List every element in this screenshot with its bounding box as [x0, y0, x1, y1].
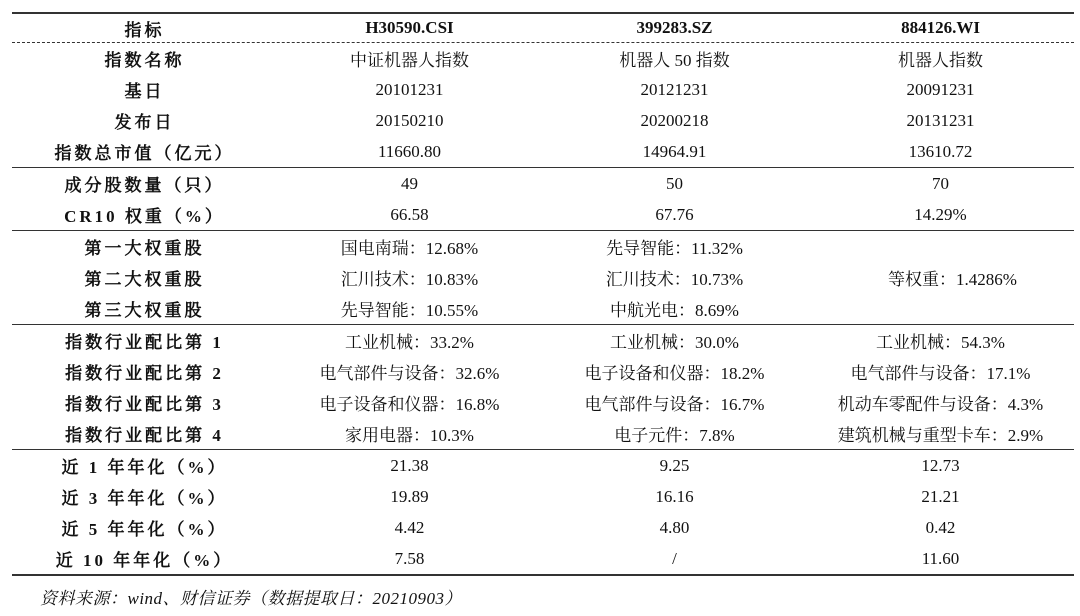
- row-label: 第三大权重股: [84, 301, 205, 320]
- row-label: 第一大权重股: [84, 239, 205, 258]
- cell-value: 20101231: [375, 79, 444, 99]
- table-row: [12, 105, 1074, 136]
- table-row: [12, 199, 1074, 230]
- cell-value: 国电南瑞：12.68%: [340, 239, 479, 258]
- row-label: 指数行业配比第 1: [65, 333, 224, 352]
- cell-value: 49: [401, 173, 418, 193]
- cell-value: 14964.91: [642, 141, 707, 161]
- cell-value: 电子元件：7.8%: [614, 426, 735, 445]
- table-row: [12, 450, 1074, 481]
- row-label: 近 1 年年化（%）: [61, 458, 228, 477]
- table-row: [12, 74, 1074, 105]
- cell-value: 4.42: [394, 517, 425, 537]
- header-indicator: 指标: [124, 20, 165, 40]
- cell-value: 电气部件与设备：17.1%: [850, 364, 1031, 383]
- cell-value: 电气部件与设备：16.7%: [584, 395, 765, 414]
- row-label: 发布日: [114, 113, 175, 132]
- cell-value: 机器人 50 指数: [619, 51, 730, 70]
- cell-value: 9.25: [659, 455, 690, 475]
- cell-value: 工业机械：33.2%: [345, 333, 474, 352]
- row-label: 指数行业配比第 2: [65, 364, 224, 383]
- cell-value: 67.76: [655, 204, 694, 224]
- cell-value: 0.42: [925, 517, 956, 537]
- table-row: [12, 512, 1074, 543]
- cell-value: 电气部件与设备：32.6%: [319, 364, 500, 383]
- group-top-holdings: [12, 231, 1074, 324]
- equal-weight-merged-cell: 等权重：1.4286%: [888, 270, 1017, 289]
- cell-value: 电子设备和仪器：18.2%: [584, 364, 765, 383]
- group-annualized-returns: [12, 450, 1074, 574]
- table-header-row: [12, 14, 1074, 42]
- row-label: 指数名称: [104, 51, 185, 70]
- cell-value: 家用电器：10.3%: [345, 426, 474, 445]
- row-label: 指数总市值（亿元）: [54, 144, 235, 163]
- table-row: [12, 418, 1074, 449]
- cell-value: 13610.72: [908, 141, 973, 161]
- cell-value: 先导智能：10.55%: [340, 301, 479, 320]
- cell-value: 7.58: [394, 548, 425, 568]
- cell-value: 20131231: [906, 110, 975, 130]
- row-label: 指数行业配比第 4: [65, 426, 224, 445]
- cell-value: 中航光电：8.69%: [610, 301, 739, 320]
- row-label: 第二大权重股: [84, 270, 205, 289]
- index-comparison-table: [12, 12, 1074, 576]
- cell-value: /: [672, 548, 677, 568]
- group-constituents: [12, 168, 1074, 230]
- cell-value: 12.73: [921, 455, 960, 475]
- cell-value: 11660.80: [377, 141, 442, 161]
- table-row: [12, 136, 1074, 167]
- cell-value: 70: [932, 173, 949, 193]
- group-basic-info: [12, 43, 1074, 167]
- row-label: CR10 权重（%）: [64, 207, 225, 226]
- cell-value: 20200218: [640, 110, 709, 130]
- table-row: [12, 356, 1074, 387]
- cell-value: 建筑机械与重型卡车：2.9%: [837, 426, 1044, 445]
- cell-value: 机器人指数: [898, 51, 983, 70]
- table-bottom-border: [12, 574, 1074, 576]
- group-industry-allocation: [12, 325, 1074, 449]
- row-label: 成分股数量（只）: [64, 176, 225, 195]
- table-row: [12, 325, 1074, 356]
- cell-value: 20150210: [375, 110, 444, 130]
- cell-value: 先导智能：11.32%: [606, 239, 743, 258]
- cell-value: 14.29%: [914, 204, 967, 224]
- cell-value: 汇川技术：10.73%: [605, 270, 744, 289]
- cell-value: 66.58: [390, 204, 429, 224]
- header-h30590: H30590.CSI: [365, 18, 454, 37]
- source-note: 资料来源：wind、财信证券（数据提取日：20210903）: [40, 589, 463, 608]
- row-label: 近 5 年年化（%）: [61, 520, 228, 539]
- cell-value: 机动车零配件与设备：4.3%: [837, 395, 1044, 414]
- table-row: [12, 43, 1074, 74]
- cell-value: 50: [666, 173, 683, 193]
- table-row: [12, 168, 1074, 199]
- cell-value: 21.21: [921, 486, 960, 506]
- cell-value: 中证机器人指数: [350, 51, 469, 70]
- cell-value: 工业机械：54.3%: [876, 333, 1005, 352]
- cell-value: 20121231: [640, 79, 709, 99]
- cell-value: 电子设备和仪器：16.8%: [319, 395, 500, 414]
- table-row: [12, 387, 1074, 418]
- cell-value: 工业机械：30.0%: [610, 333, 739, 352]
- row-label: 近 3 年年化（%）: [61, 489, 228, 508]
- cell-value: 20091231: [906, 79, 975, 99]
- header-399283: 399283.SZ: [636, 18, 713, 37]
- table-row: [12, 543, 1074, 574]
- header-884126: 884126.WI: [901, 18, 980, 37]
- row-label: 近 10 年年化（%）: [55, 551, 234, 570]
- cell-value: 11.60: [921, 548, 960, 568]
- cell-value: 汇川技术：10.83%: [340, 270, 479, 289]
- cell-value: 21.38: [390, 455, 429, 475]
- row-label: 指数行业配比第 3: [65, 395, 224, 414]
- cell-value: 19.89: [390, 486, 429, 506]
- cell-value: 16.16: [655, 486, 694, 506]
- cell-value: 4.80: [659, 517, 690, 537]
- row-label: 基日: [124, 82, 165, 101]
- table-row: [12, 481, 1074, 512]
